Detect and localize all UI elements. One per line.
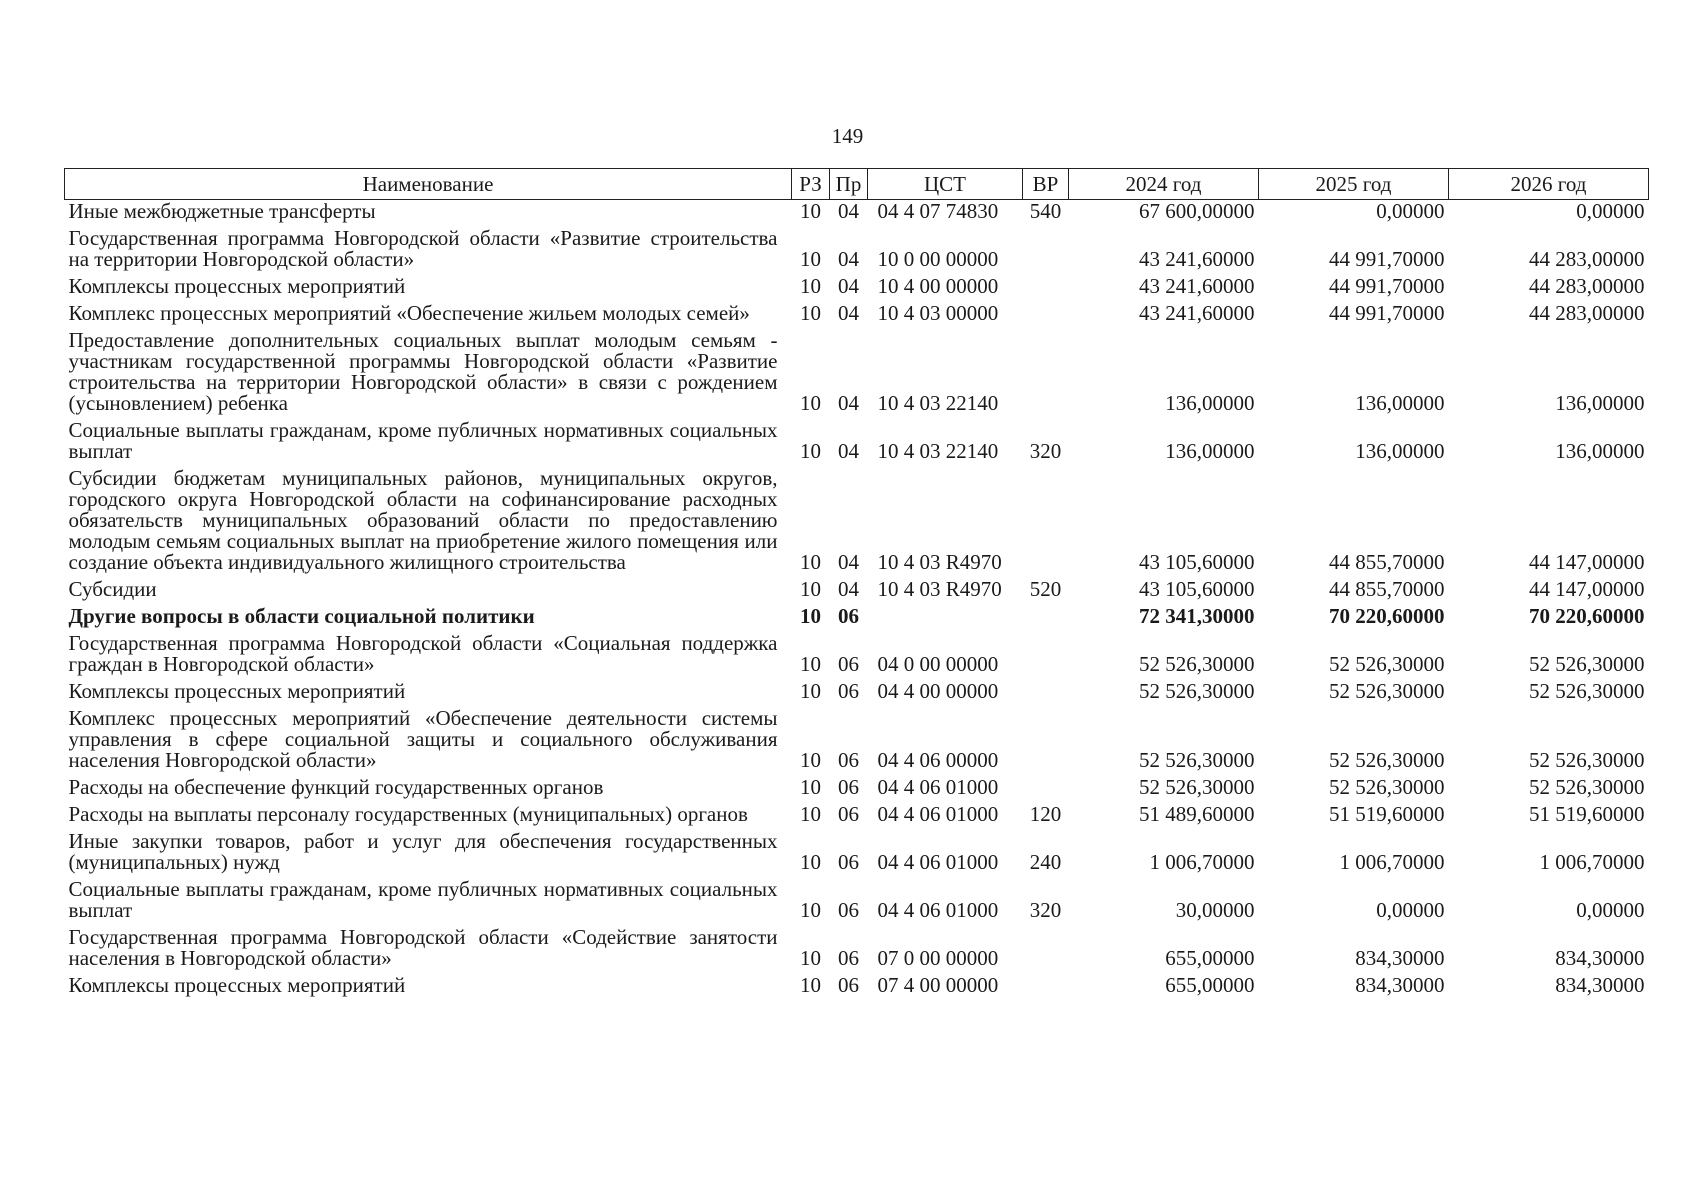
row-vr [1023, 275, 1069, 302]
row-name: Иные межбюджетные трансферты [68, 199, 376, 223]
row-cst: 04 4 06 01000 [877, 775, 999, 799]
row-rz: 10 [800, 748, 821, 772]
row-name: Комплекс процессных мероприятий «Обеспечение жильем молодых семей» [68, 301, 750, 325]
header-cst: ЦСТ [868, 169, 1023, 200]
row-2025: 1 006,70000 [1339, 850, 1445, 874]
row-name: Расходы на выплаты персоналу государственных (муниципальных) органов [68, 802, 748, 826]
row-2026: 44 283,00000 [1529, 274, 1645, 298]
row-vr: 320 [1029, 439, 1062, 463]
row-pr: 04 [838, 301, 859, 325]
row-rz: 10 [800, 775, 821, 799]
row-pr: 06 [838, 973, 859, 997]
header-name: Наименование [65, 169, 792, 200]
row-2025: 44 991,70000 [1329, 301, 1445, 325]
row-cst: 04 4 06 01000 [877, 850, 999, 874]
row-vr [1023, 707, 1069, 776]
table-row [65, 926, 1649, 974]
row-rz: 10 [800, 679, 821, 703]
row-2024: 67 600,00000 [1139, 199, 1255, 223]
table-row [65, 467, 1649, 578]
row-rz: 10 [800, 301, 821, 325]
row-rz: 10 [800, 898, 821, 922]
row-rz: 10 [800, 199, 821, 223]
row-cst: 07 0 00 00000 [877, 946, 999, 970]
table-row [65, 974, 1649, 1001]
row-pr: 06 [838, 748, 859, 772]
row-2026: 0,00000 [1576, 199, 1645, 223]
row-vr [1023, 680, 1069, 707]
table-row [65, 605, 1649, 632]
row-vr [1023, 329, 1069, 419]
row-cst: 10 4 03 22140 [877, 439, 999, 463]
row-cst: 04 4 06 01000 [877, 898, 999, 922]
table-row [65, 776, 1649, 803]
row-rz: 10 [800, 247, 821, 271]
row-vr [1023, 632, 1069, 680]
row-cst: 04 0 00 00000 [877, 652, 999, 676]
row-2024: 52 526,30000 [1139, 775, 1255, 799]
row-vr [1023, 302, 1069, 329]
row-2026: 834,30000 [1555, 973, 1645, 997]
table-row [65, 275, 1649, 302]
row-2024: 43 241,60000 [1139, 274, 1255, 298]
row-cst: 10 4 03 R4970 [877, 577, 1002, 601]
row-vr: 320 [1029, 898, 1062, 922]
table-row [65, 578, 1649, 605]
row-pr: 04 [838, 577, 859, 601]
page-number: 149 [831, 124, 864, 148]
row-2025: 52 526,30000 [1329, 775, 1445, 799]
row-vr [1023, 974, 1069, 1001]
row-pr: 06 [838, 850, 859, 874]
row-pr: 04 [838, 550, 859, 574]
row-2024: 51 489,60000 [1139, 802, 1255, 826]
row-2026: 52 526,30000 [1529, 652, 1645, 676]
row-cst: 10 4 03 22140 [877, 391, 999, 415]
row-2024: 43 105,60000 [1139, 577, 1255, 601]
row-cst: 10 4 03 00000 [877, 301, 999, 325]
row-2026: 44 283,00000 [1529, 247, 1645, 271]
row-2024: 136,00000 [1165, 391, 1255, 415]
row-2026: 52 526,30000 [1529, 748, 1645, 772]
row-2025: 52 526,30000 [1329, 652, 1445, 676]
row-2026: 70 220,60000 [1529, 604, 1645, 628]
header-vr: ВР [1023, 169, 1069, 200]
table-row [65, 302, 1649, 329]
table-row [65, 227, 1649, 275]
row-2025: 51 519,60000 [1329, 802, 1445, 826]
row-rz: 10 [800, 802, 821, 826]
row-vr [1023, 227, 1069, 275]
row-2025: 52 526,30000 [1329, 679, 1445, 703]
row-name: Расходы на обеспечение функций государственных органов [68, 775, 604, 799]
row-pr: 04 [838, 274, 859, 298]
row-2024: 655,00000 [1165, 973, 1255, 997]
row-2025: 0,00000 [1376, 898, 1445, 922]
row-cst: 04 4 00 00000 [877, 679, 999, 703]
row-name: Субсидии [68, 577, 157, 601]
row-name: Комплекс процессных мероприятий «Обеспечение деятельности системы управления в сфере социальной защиты и социального обслуживания населения Новгородской области» [68, 706, 778, 772]
row-name: Субсидии бюджетам муниципальных районов, муниципальных округов, городского округа Новгородской области на софинансирование расходных обязательств муниципальных образований области по предоставлению молодым семьям социальных выплат на приобретение жилого помещения или создание объекта индивидуального жилищного строительства [68, 466, 778, 574]
row-rz: 10 [800, 946, 821, 970]
row-name: Социальные выплаты гражданам, кроме публичных нормативных социальных выплат [68, 418, 778, 463]
row-2025: 52 526,30000 [1329, 748, 1445, 772]
header-2025: 2025 год [1259, 169, 1449, 200]
row-name: Другие вопросы в области социальной политики [68, 604, 535, 628]
header-rz: РЗ [792, 169, 830, 200]
row-rz: 10 [800, 391, 821, 415]
table-header-row [65, 169, 1649, 200]
row-2024: 52 526,30000 [1139, 679, 1255, 703]
row-pr: 04 [838, 247, 859, 271]
row-cst: 04 4 06 01000 [877, 802, 999, 826]
row-2024: 655,00000 [1165, 946, 1255, 970]
row-2024: 43 105,60000 [1139, 550, 1255, 574]
row-cst: 04 4 07 74830 [877, 199, 999, 223]
row-vr: 520 [1029, 577, 1062, 601]
row-rz: 10 [800, 577, 821, 601]
row-pr: 06 [838, 679, 859, 703]
row-2025: 44 855,70000 [1329, 577, 1445, 601]
row-cst: 10 4 03 R4970 [877, 550, 1002, 574]
row-cst: 07 4 00 00000 [877, 973, 999, 997]
row-name: Предоставление дополнительных социальных выплат молодым семьям - участникам государственной программы Новгородской области «Развитие строительства на территории Новгородской области» в связи с рождением (усыновлением) ребенка [68, 328, 778, 415]
table-row [65, 329, 1649, 419]
row-2024: 1 006,70000 [1149, 850, 1255, 874]
row-pr: 06 [838, 775, 859, 799]
row-2024: 52 526,30000 [1139, 748, 1255, 772]
row-rz: 10 [800, 439, 821, 463]
table-row [65, 707, 1649, 776]
row-2026: 51 519,60000 [1529, 802, 1645, 826]
row-2026: 0,00000 [1576, 898, 1645, 922]
row-2024: 52 526,30000 [1139, 652, 1255, 676]
row-2025: 136,00000 [1355, 391, 1445, 415]
table-row [65, 830, 1649, 878]
row-cst [868, 605, 1023, 632]
row-cst: 10 4 00 00000 [877, 274, 999, 298]
row-2025: 44 991,70000 [1329, 247, 1445, 271]
budget-table [64, 168, 1649, 1001]
row-cst: 10 0 00 00000 [877, 247, 999, 271]
row-vr [1023, 467, 1069, 578]
row-vr: 120 [1029, 802, 1062, 826]
row-pr: 06 [838, 946, 859, 970]
row-name: Иные закупки товаров, работ и услуг для обеспечения государственных (муниципальных) нужд [68, 829, 778, 874]
table-row [65, 878, 1649, 926]
row-pr: 06 [838, 898, 859, 922]
table-body [65, 200, 1649, 1002]
row-vr [1023, 605, 1069, 632]
row-rz: 10 [800, 652, 821, 676]
row-rz: 10 [800, 973, 821, 997]
row-2026: 44 147,00000 [1529, 550, 1645, 574]
row-2024: 136,00000 [1165, 439, 1255, 463]
row-vr [1023, 926, 1069, 974]
row-vr: 540 [1029, 199, 1062, 223]
row-2026: 44 147,00000 [1529, 577, 1645, 601]
row-2025: 136,00000 [1355, 439, 1445, 463]
row-2024: 72 341,30000 [1139, 604, 1255, 628]
row-2025: 834,30000 [1355, 946, 1445, 970]
row-2025: 44 855,70000 [1329, 550, 1445, 574]
row-2024: 43 241,60000 [1139, 301, 1255, 325]
row-rz: 10 [800, 274, 821, 298]
header-2026: 2026 год [1449, 169, 1649, 200]
header-pr: Пр [830, 169, 868, 200]
row-vr: 240 [1029, 850, 1062, 874]
row-2026: 44 283,00000 [1529, 301, 1645, 325]
row-2025: 44 991,70000 [1329, 274, 1445, 298]
table-row [65, 803, 1649, 830]
row-rz: 10 [800, 550, 821, 574]
table-row [65, 419, 1649, 467]
row-pr: 06 [838, 652, 859, 676]
row-2024: 30,00000 [1175, 898, 1255, 922]
row-pr: 06 [838, 802, 859, 826]
row-2025: 834,30000 [1355, 973, 1445, 997]
row-name: Социальные выплаты гражданам, кроме публичных нормативных социальных выплат [68, 877, 778, 922]
row-pr: 04 [838, 199, 859, 223]
row-name: Комплексы процессных мероприятий [68, 973, 406, 997]
row-2026: 136,00000 [1555, 391, 1645, 415]
row-name: Государственная программа Новгородской области «Социальная поддержка граждан в Новгородской области» [68, 631, 778, 676]
row-2024: 43 241,60000 [1139, 247, 1255, 271]
row-name: Государственная программа Новгородской области «Содействие занятости населения в Новгородской области» [68, 925, 778, 970]
table-row [65, 632, 1649, 680]
row-name: Комплексы процессных мероприятий [68, 679, 406, 703]
row-name: Государственная программа Новгородской области «Развитие строительства на территории Новгородской области» [68, 226, 778, 271]
row-vr [1023, 776, 1069, 803]
row-2025: 0,00000 [1376, 199, 1445, 223]
row-2025: 70 220,60000 [1329, 604, 1445, 628]
row-pr: 04 [838, 439, 859, 463]
row-2026: 1 006,70000 [1539, 850, 1645, 874]
row-pr: 06 [838, 604, 859, 628]
row-2026: 52 526,30000 [1529, 679, 1645, 703]
row-2026: 136,00000 [1555, 439, 1645, 463]
row-2026: 834,30000 [1555, 946, 1645, 970]
row-cst: 04 4 06 00000 [877, 748, 999, 772]
row-2026: 52 526,30000 [1529, 775, 1645, 799]
row-pr: 04 [838, 391, 859, 415]
table-row [65, 200, 1649, 228]
row-name: Комплексы процессных мероприятий [68, 274, 406, 298]
row-rz: 10 [800, 850, 821, 874]
row-rz: 10 [800, 604, 821, 628]
header-2024: 2024 год [1069, 169, 1259, 200]
table-row [65, 680, 1649, 707]
